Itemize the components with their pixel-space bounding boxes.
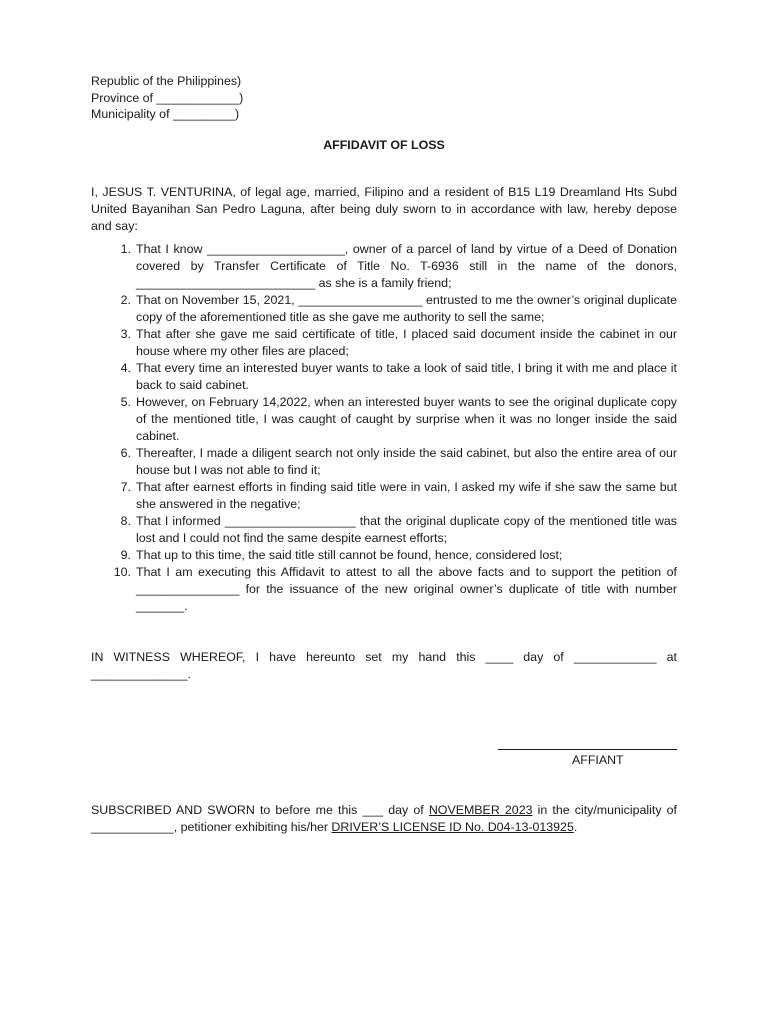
statement-text: Thereafter, I made a diligent search not only inside the said cabinet, but also the entire area of our house but I was not able to find it; <box>136 446 677 477</box>
statement-text: That up to this time, the said title still cannot be found, hence, considered lost; <box>136 548 563 562</box>
jurat-paragraph <box>91 802 677 836</box>
statement-number: 5. <box>120 395 131 409</box>
jurat-text-middle: in the city/municipality of ____________, petitioner exhibiting his/her <box>91 803 677 834</box>
statement-text: That I know ____________________, owner of a parcel of land by virtue of a Deed of Donation covered by Transfer Certificate of Title No. T-6936 still in the name of the donors, __________________________ as she is a family friend; <box>136 242 677 290</box>
statement-text: That after she gave me said certificate of title, I placed said document inside the cabinet in our house where my other files are placed; <box>136 327 677 358</box>
statement-number: 8. <box>120 514 131 528</box>
statement-item <box>91 241 677 292</box>
statement-text: That every time an interested buyer wants to take a look of said title, I bring it with me and place it back to said cabinet. <box>136 361 677 392</box>
statement-text: That on November 15, 2021, __________________ entrusted to me the owner’s original duplicate copy of the aforementioned title as she gave me authority to sell the same; <box>136 293 677 324</box>
jurat-text-end: . <box>573 820 578 834</box>
signature-line <box>498 739 677 750</box>
header-country: Republic of the Philippines) <box>91 74 242 88</box>
document-title: AFFIDAVIT OF LOSS <box>323 138 445 152</box>
statement-number: 6. <box>120 446 131 460</box>
statement-number: 3. <box>120 327 131 341</box>
statement-number: 9. <box>120 548 131 562</box>
statement-item <box>91 513 677 547</box>
jurat-text-start: SUBSCRIBED AND SWORN to before me this ___ day of <box>91 803 429 817</box>
statement-text: That I am executing this Affidavit to attest to all the above facts and to support the petition of _______________ for the issuance of the new original owner’s duplicate of title with number _______. <box>136 565 677 613</box>
jurat-date: NOVEMBER 2023 <box>428 803 533 817</box>
statements-list <box>91 241 677 615</box>
header-municipality: Municipality of _________) <box>91 107 240 121</box>
statement-number: 1. <box>120 242 131 256</box>
affiant-label: AFFIANT <box>572 753 624 767</box>
statement-item <box>91 360 677 394</box>
statement-item <box>91 394 677 445</box>
statement-number: 2. <box>120 293 131 307</box>
statement-number: 7. <box>120 480 131 494</box>
witness-paragraph: IN WITNESS WHEREOF, I have hereunto set my hand this ____ day of ____________ at ______________. <box>91 650 677 681</box>
statement-text: However, on February 14,2022, when an interested buyer wants to see the original duplicate copy of the mentioned title, I was caught of caught by surprise when it was no longer inside the said cabinet. <box>136 395 677 443</box>
statement-item <box>91 479 677 513</box>
statement-number: 10. <box>113 565 131 579</box>
statement-item <box>91 326 677 360</box>
header-province: Province of ____________) <box>91 90 244 105</box>
venue-header <box>91 73 243 123</box>
statement-text: That after earnest efforts in finding said title were in vain, I asked my wife if she saw the same but she answered in the negative; <box>136 480 677 511</box>
statement-item <box>91 547 677 564</box>
statement-text: That I informed ___________________ that the original duplicate copy of the mentioned title was lost and I could not find the same despite earnest efforts; <box>136 514 677 545</box>
statement-item <box>91 564 677 615</box>
jurat-id: DRIVER’S LICENSE ID No. D04-13-013925 <box>331 820 574 834</box>
statement-number: 4. <box>120 361 131 375</box>
statement-item <box>91 292 677 326</box>
statement-item <box>91 445 677 479</box>
intro-paragraph: I, JESUS T. VENTURINA, of legal age, married, Filipino and a resident of B15 L19 Dreamland Hts Subd United Bayanihan San Pedro Laguna, after being duly sworn to in accordance with law, hereby depose and say: <box>91 185 677 233</box>
